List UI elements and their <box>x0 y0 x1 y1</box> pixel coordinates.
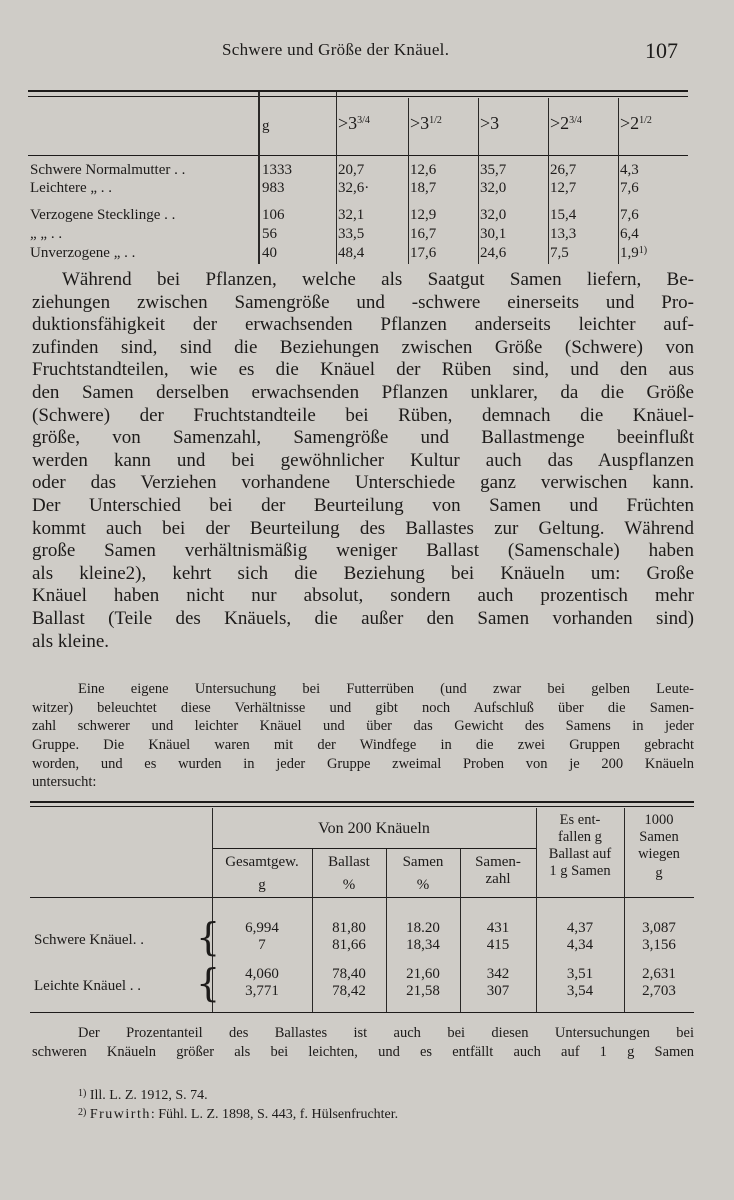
cell: 4,37 <box>566 920 594 936</box>
text-line: untersucht: <box>32 774 97 791</box>
cell: 3,51 <box>566 966 594 982</box>
cell: 6,994 <box>245 920 279 936</box>
cell: 21,58 <box>406 983 440 999</box>
cell: 4,3 <box>620 162 639 178</box>
text-line: zahl schwerer und leichter Knäuel und über das Gewicht des Samens in jeder <box>32 718 694 735</box>
cell: 26,7 <box>550 162 577 178</box>
col-header-es-entfallen: Es ent- fallen g Ballast auf 1 g Samen <box>548 812 612 879</box>
cell: 415 <box>486 937 510 953</box>
col-header-samenzahl: Samen- zahl <box>475 854 521 887</box>
text-line: große Samen verhältnismäßig weniger Ballast (Samenschale) haben <box>32 540 694 562</box>
text-line: (Schwere) der Fruchtstandteile bei Rüben, demnach die Knäuel- <box>32 404 694 426</box>
cell: 983 <box>262 180 285 196</box>
cell: 3,087 <box>642 920 676 936</box>
cell: 4,060 <box>245 966 279 982</box>
text-line: worden, und es wurden in jeder Gruppe zweimal Proben von je 200 Knäueln <box>32 755 694 772</box>
cell: 342 <box>486 966 510 982</box>
running-title: Schwere und Größe der Knäuel. <box>222 40 450 59</box>
cell: 24,6 <box>480 245 507 261</box>
text-line: duktionsfähigkeit der erwachsenden Pflanzen anderseits leichter auf- <box>32 314 694 336</box>
header-gt-2-1-2: $>2^{1/2}$ <box>620 113 652 133</box>
text-line: den Samen derselben erwachsenden Pflanzen unklarer, da die Größe <box>32 381 694 403</box>
footnote-2: $^{2)}$ Fruwirth: Fühl. L. Z. 1898, S. 443, f. Hülsenfruchter. <box>78 1107 399 1122</box>
group-header: Von 200 Knäueln <box>318 820 430 837</box>
cell: 18,7 <box>410 180 437 196</box>
text-line: Gruppe. Die Knäuel waren mit der Windfege in die zwei Gruppen gebracht <box>32 737 694 754</box>
cell: 40 <box>262 245 277 261</box>
col-header-gesamtgewicht: Gesamtgew. g <box>225 854 299 893</box>
col-header-samen: Samen % <box>402 854 444 893</box>
text-line: schweren Knäueln größer als bei leichten, und es entfällt auch auf 1 g Samen <box>32 1043 694 1060</box>
cell: 32,0 <box>480 207 507 223</box>
closing-paragraph <box>32 1024 694 1061</box>
row-label-schwere: Schwere Knäuel. . <box>34 932 144 948</box>
row-label: „ „ . . <box>30 226 63 242</box>
cell: 6,4 <box>620 226 639 242</box>
text-line: Eine eigene Untersuchung bei Futterrüben (und zwar bei gelben Leute- <box>78 681 694 697</box>
header-g: g <box>262 118 270 134</box>
cell: 7 <box>258 937 266 953</box>
cell: 81,66 <box>332 937 366 953</box>
col-header-1000-samen: 1000 Samen wiegen g <box>638 812 680 881</box>
cell: 2,631 <box>642 966 676 982</box>
body-paragraph <box>32 269 694 653</box>
small-paragraph <box>32 680 694 792</box>
cell: 18.20 <box>406 920 440 936</box>
text-line: Der Prozentanteil des Ballastes ist auch bei diesen Untersuchungen bei <box>78 1025 694 1041</box>
cell: 106 <box>262 207 285 223</box>
cell: 3,156 <box>642 937 676 953</box>
text-line: Knäuel haben nicht nur absolut, sondern auch prozentisch mehr <box>32 585 694 607</box>
brace-icon: { <box>196 915 221 959</box>
text-line: als kleine2), kehrt sich die Beziehung bei Knäueln um: Große <box>32 562 694 584</box>
text-line: oder das Verziehen vorhandene Unterschiede ganz verwischen kann. <box>32 472 694 494</box>
cell: 12,7 <box>550 180 577 196</box>
text-line: Während bei Pflanzen, welche als Saatgut Samen liefern, Be- <box>62 269 694 290</box>
cell: 32,0 <box>480 180 507 196</box>
cell: 48,4 <box>338 245 365 261</box>
text-line: witzer) beleuchtet diese Verhältnisse und gibt noch Aufschluß über die Samen- <box>32 699 694 716</box>
text-line: zufinden sind, sind die Beziehungen zwischen Größe (Schwere) von <box>32 336 694 358</box>
header-gt-2-3-4: $>2^{3/4}$ <box>550 113 582 133</box>
row-label: Verzogene Stecklinge . . <box>30 207 176 223</box>
text-line: ziehungen zwischen Samengröße und -schwere einerseits und Pro- <box>32 291 694 313</box>
cell: 12,6 <box>410 162 437 178</box>
cell: 21,60 <box>406 966 440 982</box>
cell: 3,771 <box>245 983 279 999</box>
cell: 431 <box>486 920 510 936</box>
brace-icon: { <box>196 961 221 1005</box>
cell: 7,6 <box>620 180 639 196</box>
cell: 81,80 <box>332 920 366 936</box>
cell: 4,34 <box>566 937 594 953</box>
cell: 17,6 <box>410 245 437 261</box>
cell: 18,34 <box>406 937 440 953</box>
text-line: werden kann und bei gewöhnlicher Kultur auch das Auspflanzen <box>32 449 694 471</box>
cell: 32,1 <box>338 207 365 223</box>
running-header <box>0 38 734 68</box>
header-gt-3: >3 <box>480 113 500 133</box>
text-line: Der Unterschied bei der Beurteilung von Samen und Früchten <box>32 494 694 516</box>
cell: 32,6· <box>338 180 370 196</box>
cell: 33,5 <box>338 226 365 242</box>
cell: 78,42 <box>332 983 366 999</box>
cell: 20,7 <box>338 162 365 178</box>
cell: 12,9 <box>410 207 437 223</box>
row-label: Schwere Normalmutter . . <box>30 162 186 178</box>
text-line: größe, von Samenzahl, Samengröße und Ballastmenge beeinflußt <box>32 427 694 449</box>
header-gt-3-3-4: $>3^{3/4}$ <box>338 113 370 133</box>
cell: 1,9$^{1)}$ <box>620 245 648 261</box>
cell: 13,3 <box>550 226 577 242</box>
text-line: Ballast (Teile des Knäuels, die außer den Samen vorhanden sind) <box>32 607 694 629</box>
cell: 56 <box>262 226 277 242</box>
cell: 15,4 <box>550 207 577 223</box>
cell: 7,5 <box>550 245 569 261</box>
page-number: 107 <box>645 38 678 63</box>
cell: 7,6 <box>620 207 639 223</box>
row-label-leichte: Leichte Knäuel . . <box>34 978 142 994</box>
row-label: Leichtere „ . . <box>30 180 113 196</box>
cell: 78,40 <box>332 966 366 982</box>
cell: 35,7 <box>480 162 507 178</box>
col-header-ballast: Ballast % <box>328 854 370 893</box>
row-label: Unverzogene „ . . <box>30 245 136 261</box>
cell: 3,54 <box>566 983 594 999</box>
cell: 307 <box>486 983 510 999</box>
text-line: Fruchtstandteilen, wie es die Knäuel der Rüben sind, und den aus <box>32 359 694 381</box>
header-gt-3-1-2: $>3^{1/2}$ <box>410 113 442 133</box>
cell: 2,703 <box>642 983 676 999</box>
cell: 1333 <box>262 162 292 178</box>
footnote-1: $^{1)}$ Ill. L. Z. 1912, S. 74. <box>78 1088 208 1103</box>
cell: 16,7 <box>410 226 437 242</box>
text-line: kommt auch bei der Beurteilung des Ballastes zur Geltung. Während <box>32 517 694 539</box>
text-line: als kleine. <box>32 630 110 652</box>
cell: 30,1 <box>480 226 507 242</box>
